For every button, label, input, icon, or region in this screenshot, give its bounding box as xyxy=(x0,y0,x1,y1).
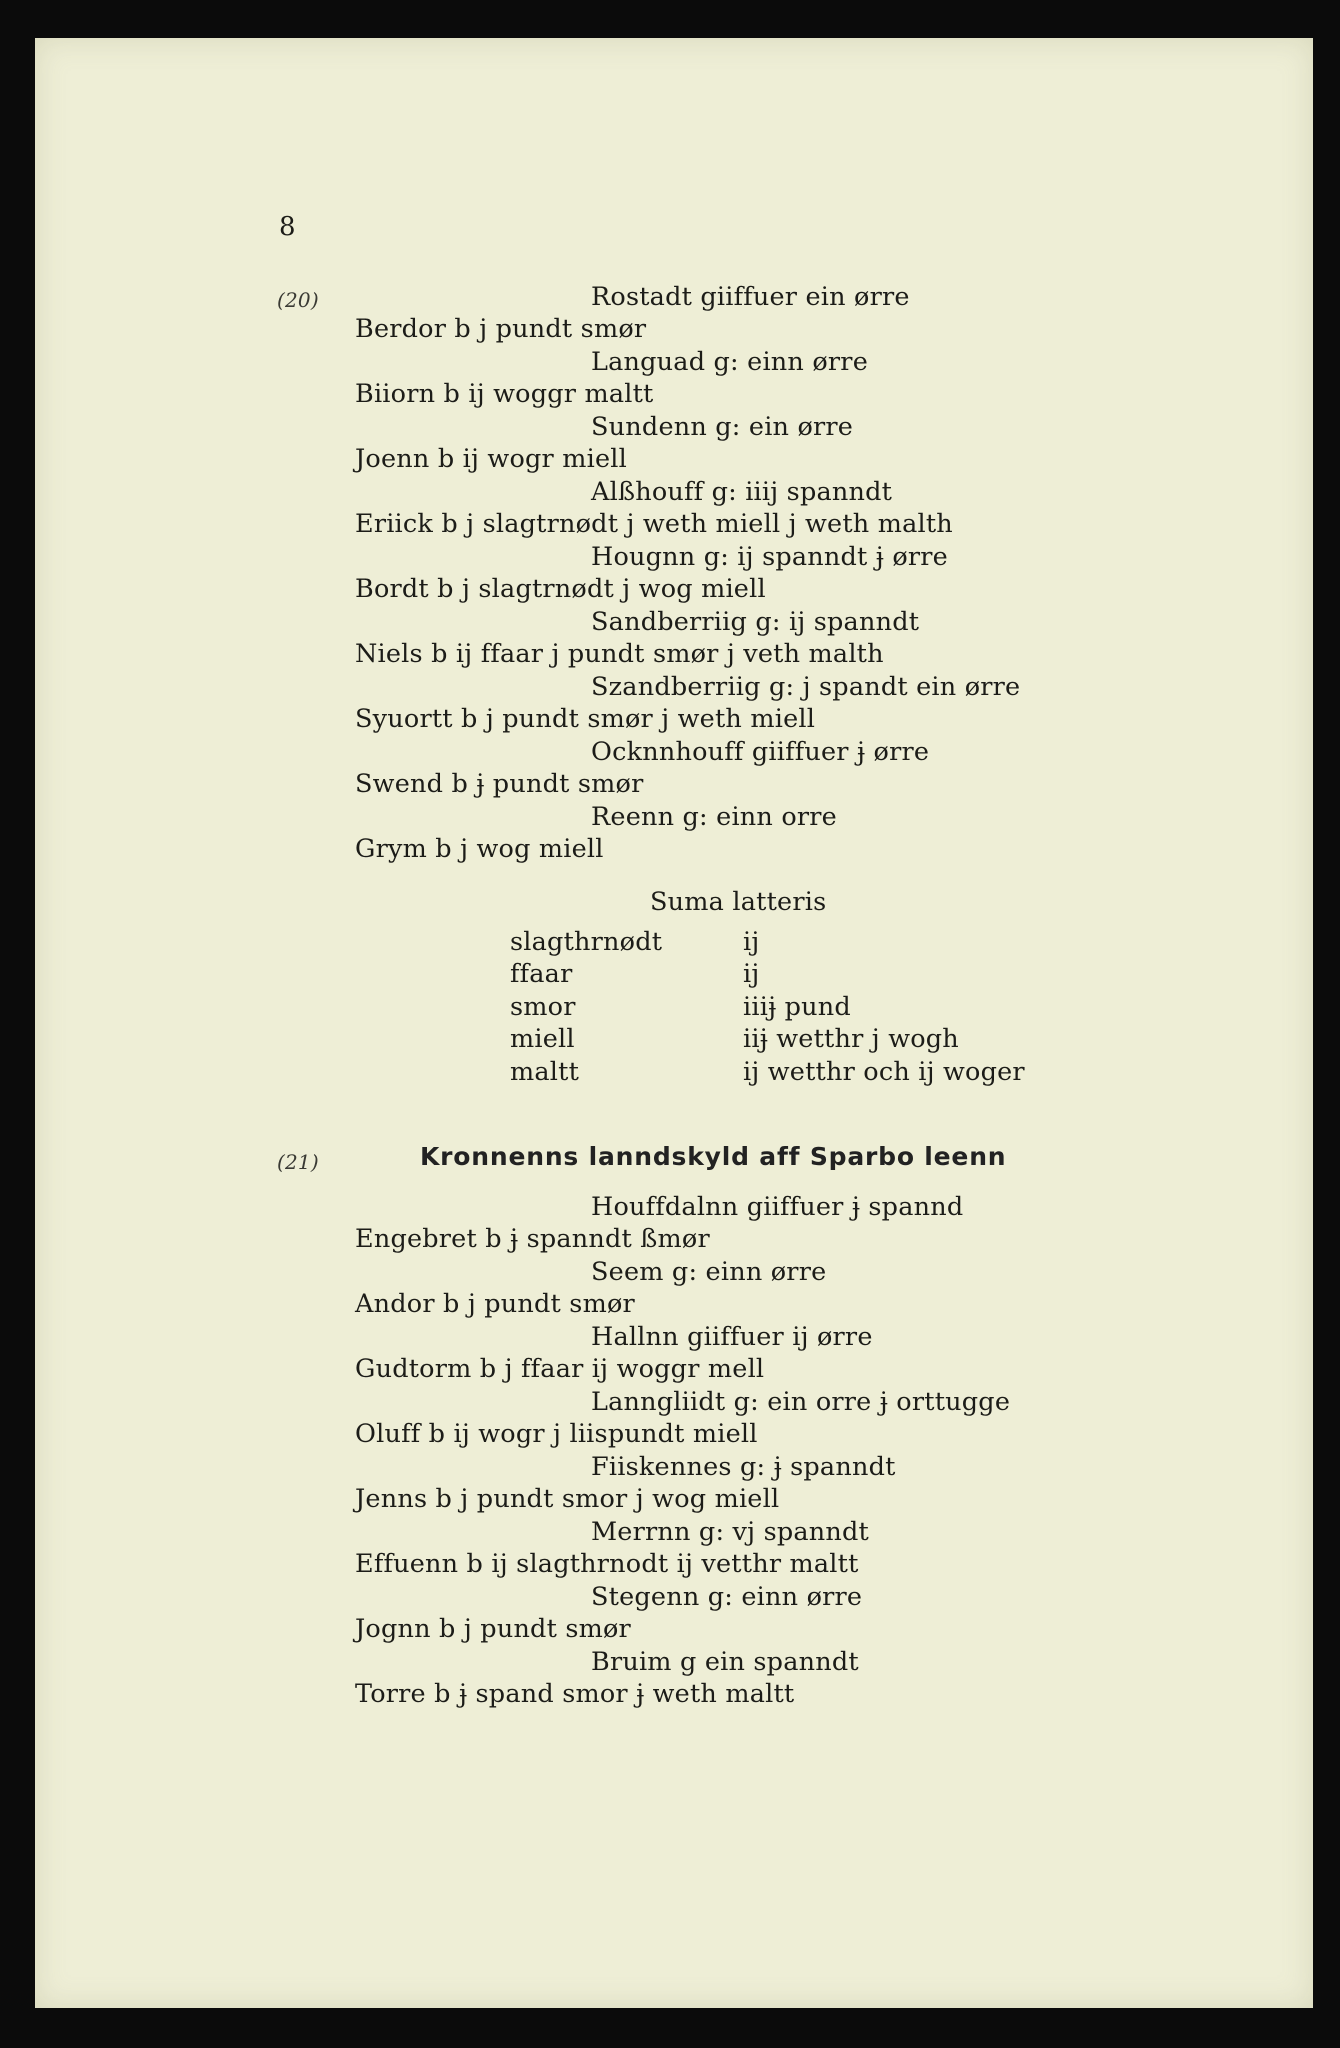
summary-value: iiiɉ pund xyxy=(743,992,851,1022)
tenant-line: Jenns b j pundt smor j wog miell xyxy=(355,1484,780,1514)
farm-line: Houffdalnn giiffuer ɉ spannd xyxy=(591,1192,964,1222)
farm-line: Rostadt giiffuer ein ørre xyxy=(591,282,910,312)
farm-line: Bruim g ein spanndt xyxy=(591,1647,859,1677)
summary-item: smor xyxy=(510,992,576,1022)
tenant-line: Biiorn b ij woggr maltt xyxy=(355,379,654,409)
tenant-line: Eriick b j slagtrnødt j weth miell j weth malth xyxy=(355,509,953,539)
tenant-line: Engebret b ɉ spanndt ßmør xyxy=(355,1224,710,1254)
tenant-line: Grym b j wog miell xyxy=(355,834,604,864)
tenant-line: Joenn b ij wogr miell xyxy=(355,444,627,474)
summary-item: miell xyxy=(510,1024,575,1054)
farm-line: Sandberriig g: ij spanndt xyxy=(591,607,920,637)
farm-line: Reenn g: einn orre xyxy=(591,802,837,832)
farm-line: Merrnn g: vj spanndt xyxy=(591,1517,870,1547)
tenant-line: Swend b ɉ pundt smør xyxy=(355,769,644,799)
farm-line: Languad g: einn ørre xyxy=(591,347,868,377)
summary-item: ffaar xyxy=(510,959,573,989)
summary-value: ij wetthr och ij woger xyxy=(743,1057,1025,1087)
tenant-line: Jognn b j pundt smør xyxy=(355,1614,631,1644)
tenant-line: Syuortt b j pundt smør j weth miell xyxy=(355,704,816,734)
tenant-line: Oluff b ij wogr j liispundt miell xyxy=(355,1419,758,1449)
farm-line: Alßhouff g: iiij spanndt xyxy=(591,477,893,507)
summary-item: slagthrnødt xyxy=(510,927,663,957)
section-heading: Kronnenns lanndskyld aff Sparbo leenn xyxy=(420,1142,1007,1171)
summary-value: ij xyxy=(743,959,760,989)
summary-value: ij xyxy=(743,927,760,957)
farm-line: Ocknnhouff giiffuer ɉ ørre xyxy=(591,737,930,767)
farm-line: Sundenn g: ein ørre xyxy=(591,412,854,442)
tenant-line: Niels b ij ffaar j pundt smør j veth malth xyxy=(355,639,884,669)
tenant-line: Torre b ɉ spand smor ɉ weth maltt xyxy=(355,1679,795,1709)
farm-line: Hougnn g: ij spanndt ɉ ørre xyxy=(591,542,948,572)
page-number: 8 xyxy=(279,212,296,242)
section-number-21: (21) xyxy=(277,1150,319,1174)
tenant-line: Gudtorm b j ffaar ij woggr mell xyxy=(355,1354,765,1384)
tenant-line: Bordt b j slagtrnødt j wog miell xyxy=(355,574,766,604)
document-page xyxy=(35,38,1313,2008)
tenant-line: Berdor b j pundt smør xyxy=(355,314,647,344)
farm-line: Fiiskennes g: ɉ spanndt xyxy=(591,1452,896,1482)
section-number-20: (20) xyxy=(277,288,319,312)
tenant-line: Andor b j pundt smør xyxy=(355,1289,635,1319)
summary-title: Suma latteris xyxy=(650,887,827,917)
farm-line: Seem g: einn ørre xyxy=(591,1257,827,1287)
summary-item: maltt xyxy=(510,1057,580,1087)
farm-line: Hallnn giiffuer ij ørre xyxy=(591,1322,873,1352)
farm-line: Szandberriig g: j spandt ein ørre xyxy=(591,672,1021,702)
farm-line: Lanngliidt g: ein orre ɉ orttugge xyxy=(591,1387,1011,1417)
tenant-line: Effuenn b ij slagthrnodt ij vetthr maltt xyxy=(355,1549,859,1579)
summary-value: iiɉ wetthr j wogh xyxy=(743,1024,959,1054)
farm-line: Stegenn g: einn ørre xyxy=(591,1582,863,1612)
